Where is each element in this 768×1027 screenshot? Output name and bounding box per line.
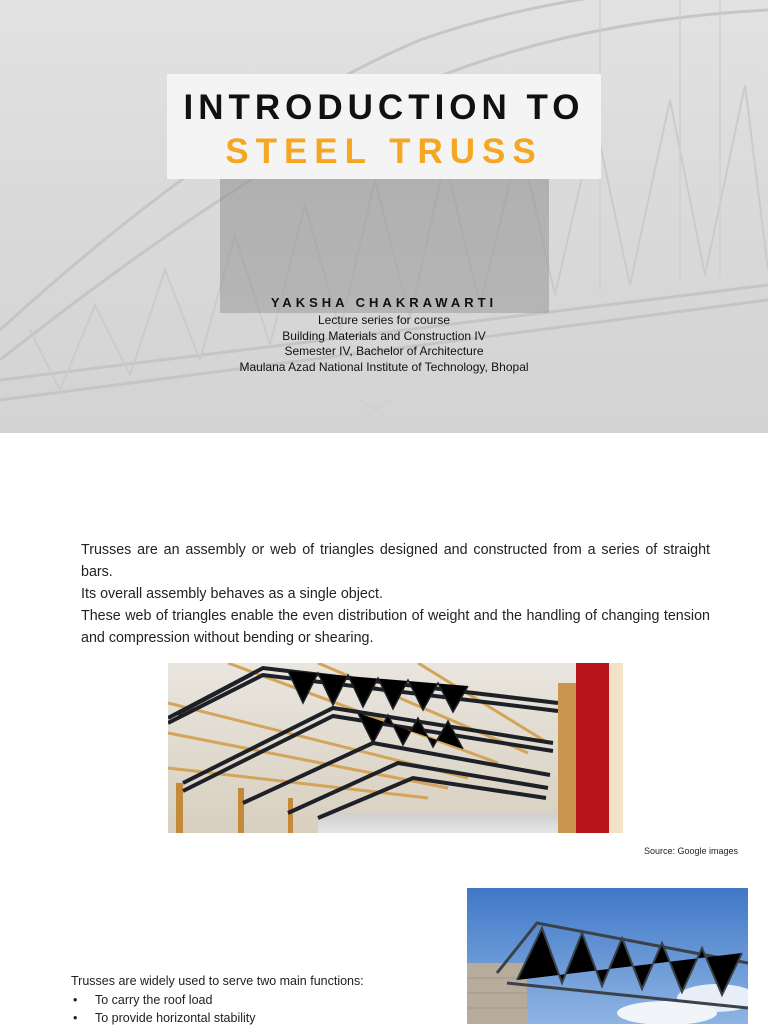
bullet-icon: •: [73, 1011, 78, 1025]
intro-paragraph: [81, 539, 710, 649]
truss-warehouse-photo: [168, 663, 623, 833]
bullet-icon: •: [73, 993, 78, 1007]
function-item-1: To carry the roof load: [95, 993, 213, 1007]
title-box: [167, 74, 601, 179]
institute-line: Maulana Azad National Institute of Technology, Bhopal: [239, 360, 529, 374]
cover-slide: [0, 0, 768, 433]
function-item-2: To provide horizontal stability: [95, 1011, 256, 1025]
intro-sentence-1: Trusses are an assembly or web of triangles designed and constructed from a series of straight bars.: [81, 542, 710, 580]
subject-line: Building Materials and Construction IV: [282, 329, 486, 343]
list-item: [71, 1009, 256, 1027]
intro-sentence-3: These web of triangles enable the even distribution of weight and the handling of changing tension and compression without bending or shearing.: [81, 608, 710, 646]
title-shadow-panel: [220, 179, 549, 313]
image-source-caption: Source: Google images: [643, 846, 738, 856]
author-name: YAKSHA CHAKRAWARTI: [270, 295, 498, 310]
intro-sentence-2: Its overall assembly behaves as a single object.: [81, 586, 383, 602]
functions-list: [71, 991, 256, 1027]
title-line-1: INTRODUCTION TO: [183, 88, 585, 127]
truss-bridge-photo: [467, 888, 748, 1024]
functions-heading: Trusses are widely used to serve two main functions:: [71, 974, 364, 988]
list-item: [71, 991, 256, 1009]
semester-line: Semester IV, Bachelor of Architecture: [284, 344, 484, 358]
course-line: Lecture series for course: [317, 313, 451, 327]
title-line-2: STEEL TRUSS: [225, 132, 543, 171]
